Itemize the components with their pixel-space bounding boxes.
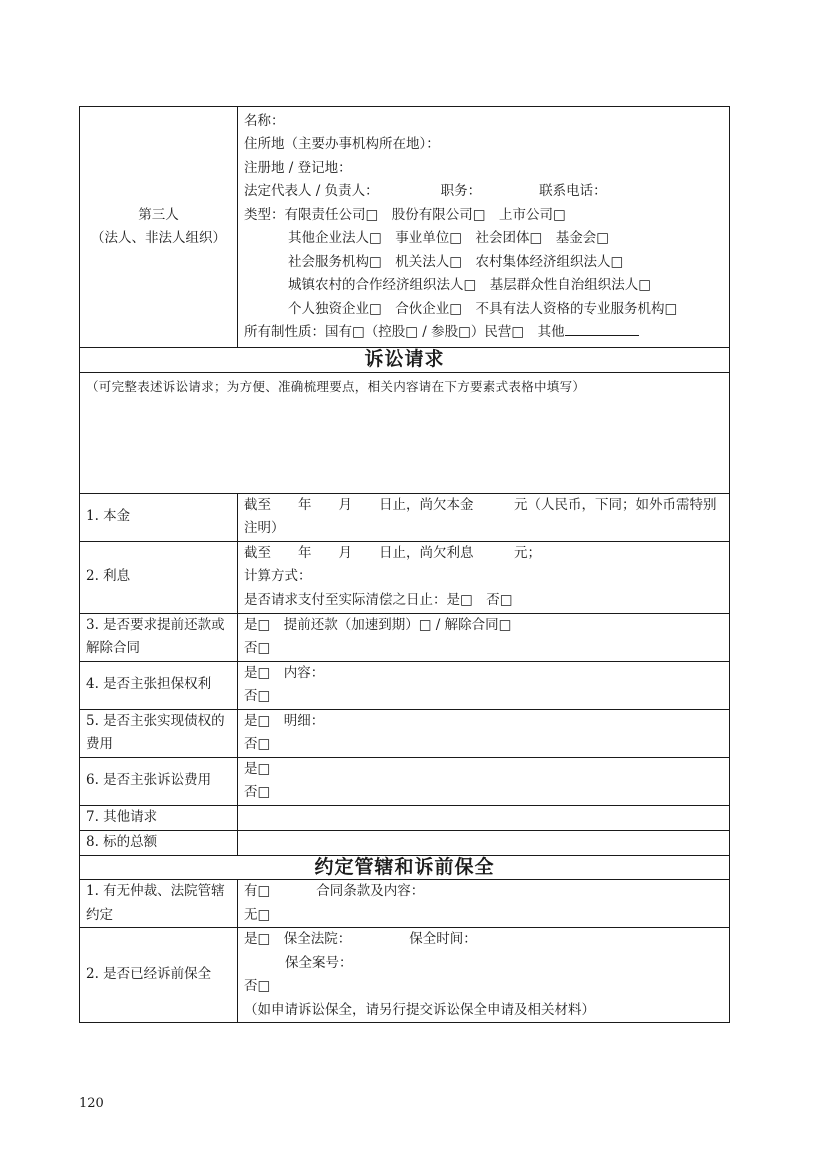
type-options-5[interactable]: 个人独资企业□ 合伙企业□ 不具有法人资格的专业服务机构□ — [288, 300, 678, 317]
jurisdiction-label — [80, 880, 238, 928]
registered-field[interactable]: 注册地 / 登记地： — [244, 159, 352, 176]
interest-method[interactable]: 计算方式： — [244, 568, 312, 585]
security-yes[interactable]: 是□ 内容： — [244, 664, 325, 681]
claims-note-row — [80, 372, 730, 493]
third-party-label: 第三人 — [138, 206, 179, 223]
costs-cell[interactable] — [238, 709, 730, 757]
security-cell[interactable] — [238, 661, 730, 709]
page-number: 120 — [79, 1096, 104, 1111]
claim-label — [80, 613, 238, 661]
claim-label — [80, 709, 238, 757]
ownership-line — [244, 321, 723, 345]
claim-label: 6. 是否主张诉讼费用 — [80, 757, 238, 805]
type-options-3[interactable]: 社会服务机构□ 机关法人□ 农村集体经济组织法人□ — [288, 253, 624, 270]
claim-row-principal — [80, 493, 730, 541]
claim-label-text: 5. 是否主张实现债权的费用 — [86, 712, 225, 752]
type-options-4[interactable]: 城镇农村的合作经济组织法人□ 基层群众性自治组织法人□ — [288, 277, 652, 293]
claim-label: 8. 标的总额 — [80, 830, 238, 855]
claims-note-cell[interactable] — [80, 372, 730, 493]
type-row-1 — [244, 204, 723, 228]
jurisdiction-heading: 约定管辖和诉前保全 — [80, 855, 730, 880]
preservation-case-number-field[interactable]: 保全案号： — [285, 954, 353, 971]
security-no[interactable]: 否□ — [244, 688, 271, 704]
preservation-label: 2. 是否已经诉前保全 — [80, 928, 238, 1023]
claim-label-text: 3. 是否要求提前还款或解除合同 — [86, 616, 225, 656]
claims-heading: 诉讼请求 — [80, 348, 730, 373]
claim-row-other — [80, 805, 730, 830]
representative-line — [244, 180, 723, 204]
preservation-court-field[interactable]: 是□ 保全法院： — [244, 931, 352, 947]
claim-label: 1. 本金 — [80, 493, 238, 541]
claim-row-acceleration — [80, 613, 730, 661]
claim-row-costs — [80, 709, 730, 757]
name-field[interactable]: 名称： — [244, 112, 285, 129]
representative-field[interactable]: 法定代表人 / 负责人： — [244, 183, 379, 199]
claim-row-litigation-fees — [80, 757, 730, 805]
litigation-fees-cell[interactable] — [238, 757, 730, 805]
other-claims-cell[interactable] — [238, 805, 730, 830]
address-field[interactable]: 住所地（主要办事机构所在地）： — [244, 136, 440, 152]
preservation-time-field[interactable]: 保全时间： — [409, 931, 477, 947]
jurisdiction-label-text: 1. 有无仲裁、法院管辖约定 — [86, 883, 225, 923]
ownership-options[interactable]: 所有制性质：国有□（控股□ / 参股□）民营□ 其他 — [244, 324, 565, 340]
claim-row-security — [80, 661, 730, 709]
third-party-details-cell[interactable] — [238, 107, 730, 348]
phone-field[interactable]: 联系电话： — [539, 183, 607, 199]
principal-text: 截至 年 月 日止，尚欠本金 元（人民币，下同；如外币需特别注明） — [244, 496, 717, 536]
costs-no[interactable]: 否□ — [244, 736, 271, 752]
third-party-sublabel: （法人、非法人组织） — [91, 230, 226, 246]
interest-until-payment[interactable]: 是否请求支付至实际清偿之日止：是□ 否□ — [244, 591, 513, 608]
litigation-fees-no[interactable]: 否□ — [244, 784, 271, 800]
claims-heading-row — [80, 348, 730, 373]
claim-row-total — [80, 830, 730, 855]
ownership-other-blank[interactable] — [565, 323, 639, 336]
claim-row-interest — [80, 541, 730, 613]
contract-clause-field[interactable]: 合同条款及内容： — [316, 883, 425, 899]
claim-label: 7. 其他请求 — [80, 805, 238, 830]
jurisdiction-yes-line — [244, 880, 723, 904]
third-party-row — [80, 107, 730, 348]
interest-cell[interactable] — [238, 541, 730, 613]
third-party-label-cell — [80, 107, 238, 348]
preservation-no[interactable]: 否□ — [244, 978, 271, 994]
claims-note: （可完整表述诉讼请求；为方便、准确梳理要点，相关内容请在下方要素式表格中填写） — [86, 378, 586, 394]
acceleration-yes[interactable]: 是□ 提前还款（加速到期）□ / 解除合同□ — [244, 616, 512, 633]
type-options-2[interactable]: 其他企业法人□ 事业单位□ 社会团体□ 基金会□ — [288, 230, 610, 246]
jurisdiction-heading-row — [80, 855, 730, 880]
preservation-yes-line — [244, 928, 723, 952]
jurisdiction-row-1 — [80, 880, 730, 928]
acceleration-cell[interactable] — [238, 613, 730, 661]
claim-label: 2. 利息 — [80, 541, 238, 613]
preservation-note: （如申请诉讼保全，请另行提交诉讼保全申请及相关材料） — [244, 1001, 595, 1018]
jurisdiction-no[interactable]: 无□ — [244, 906, 271, 923]
total-amount-cell[interactable] — [238, 830, 730, 855]
type-label: 类型： — [244, 206, 285, 223]
claim-label: 4. 是否主张担保权利 — [80, 661, 238, 709]
complaint-form-table — [79, 106, 730, 1023]
preservation-cell[interactable] — [238, 928, 730, 1023]
litigation-fees-yes[interactable]: 是□ — [244, 760, 271, 777]
jurisdiction-cell[interactable] — [238, 880, 730, 928]
preservation-row — [80, 928, 730, 1023]
costs-yes[interactable]: 是□ 明细： — [244, 712, 325, 729]
jurisdiction-yes[interactable]: 有□ — [244, 883, 271, 899]
acceleration-no[interactable]: 否□ — [244, 640, 271, 656]
principal-cell[interactable] — [238, 493, 730, 541]
interest-text: 截至 年 月 日止，尚欠利息 元； — [244, 544, 541, 561]
position-field[interactable]: 职务： — [440, 183, 482, 199]
type-options-1[interactable]: 有限责任公司□ 股份有限公司□ 上市公司□ — [284, 206, 566, 223]
